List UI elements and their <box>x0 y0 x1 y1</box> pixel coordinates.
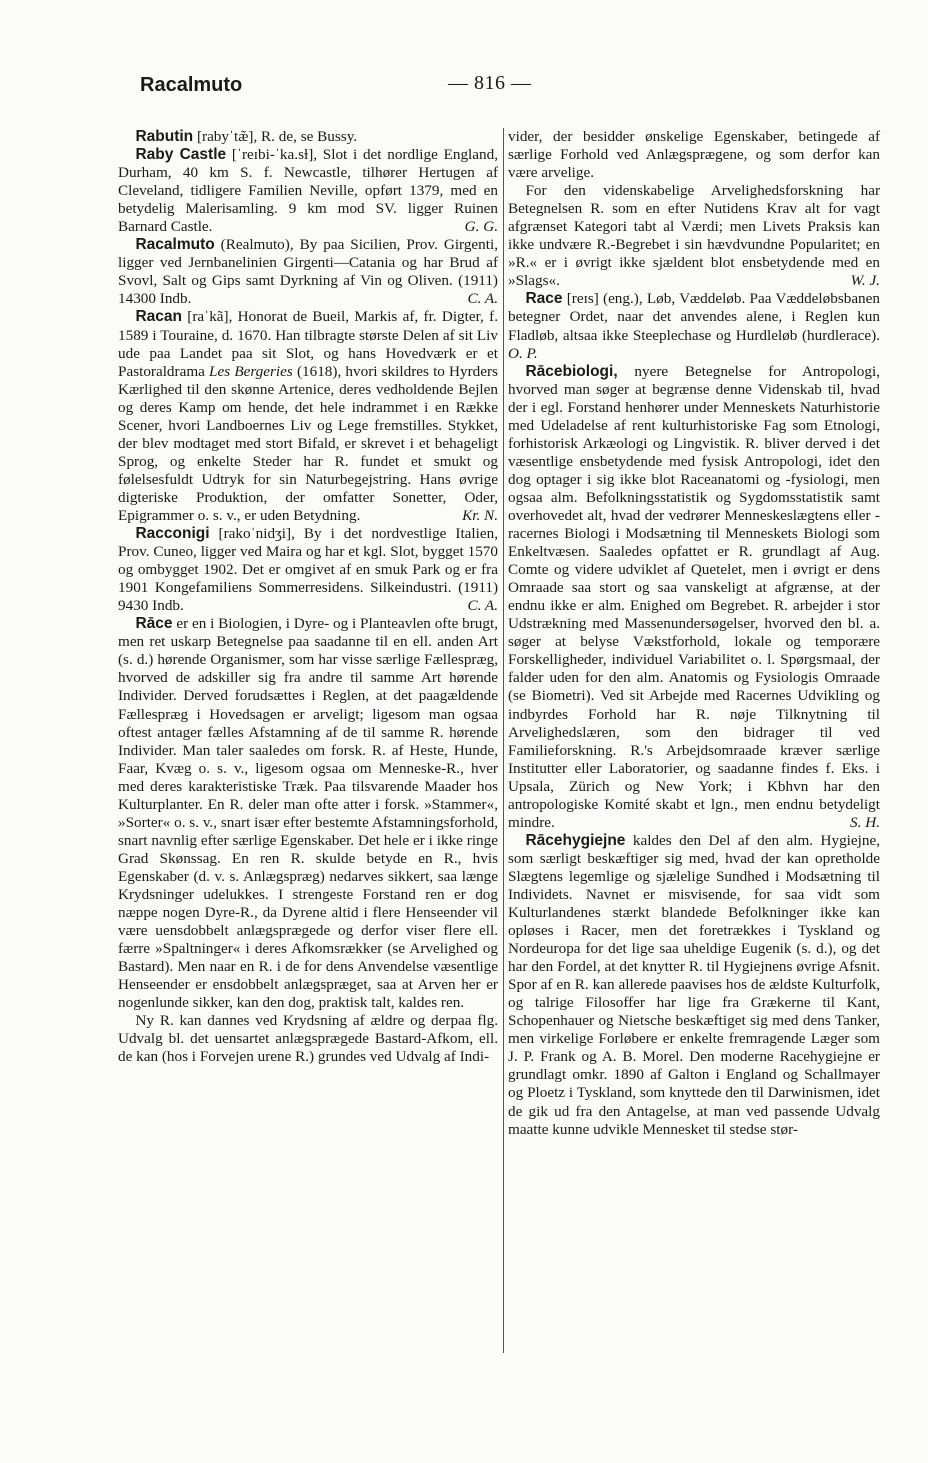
entry-race-paragraph <box>508 182 880 290</box>
work-title: Les Bergeries <box>209 362 293 380</box>
entry-text: [rabyˈtæ̃], R. de, se Bussy. <box>193 128 358 145</box>
entry-headword: Racconigi <box>135 525 210 543</box>
entry-headword: Race <box>525 290 563 308</box>
entry-racalmuto <box>118 236 498 308</box>
entry-headword: Rācebiologi, <box>525 362 618 380</box>
entry-raby-castle <box>118 146 498 236</box>
entry-racconigi <box>118 525 498 615</box>
author-signature: C. A. <box>467 290 498 308</box>
entry-text-continued: (1618), hvori skildres to Hyrders Kærlighed til den skønne Artenice, deres vedholdende Bejlen og deres Kamp om hende, det hele indrammet i en Række Scener, hvori Landboernes Liv og Lege fremstilles. Stykket, der blev modtaget med stort Bifald, er skrevet i et behageligt Sprog, og enkelte Steder har R. fundet et smukt og følelsesfuldt Udtryk for sin Naturbegejstring. Hans øvrige digteriske Produktion, der omfatter Sonetter, Oder, Epigrammer o. s. v., er uden Betydning. <box>118 362 498 524</box>
author-signature: W. J. <box>850 272 880 290</box>
entry-text: For den videnskabelige Arvelighedsforskning har Betegnelsen R. som en efter Nutidens Krav alt for vagt afgrænset Kategori tabt al Værdi; men Livets Praksis kan ikke undvære R.-Begrebet i sin hævdvundne Popularitet; en »R.« er i øvrigt ikke sjældent blot ensbetydende med en »Slags«. <box>508 182 880 290</box>
entry-race-english <box>508 290 880 362</box>
author-signature: O. P. <box>508 344 538 362</box>
page-number: — 816 — <box>448 72 532 94</box>
running-head: Racalmuto <box>140 74 243 96</box>
entry-racebiologi <box>508 363 880 832</box>
entry-text: er en i Biologien, i Dyre- og i Planteavlen ofte brugt, men ret uskarp Betegnelse paa saadanne til en ell. anden Art (s. d.) hørende Organismer, som har visse særlige Fællespræg, hvorved de adskiller sig fra andre til samme Art hørende Individer. Derved forudsættes i Reglen, at det paagældende Fællespræg i Hovedsagen er arveligt; ligesom man ogsaa oftest antager fælles Afstamning af de til samme R. hørende Individer. Man taler saaledes om forsk. R. af Heste, Hunde, Faar, Kvæg o. s. v., ligesom ogsaa om Menneske-R., hver med deres karakteristiske Træk. Paa tilsvarende Maader hos Kulturplanter. En R. deler man ofte atter i forsk. »Stammer«, »Sorter« o. s. v., snart især efter bestemte Afstamningsforhold, snart navnlig efter særlige Egenskaber. Det hele er i ikke ringe Grad Skønssag. En ren R. skulde betyde en R., hvis Egenskaber (d. v. s. Anlægspræg) nedarves sikkert, saa længe Krydsninger udelukkes. I strengeste Forstand ren er dog næppe nogen Dyre-R., da Dyrene altid i flere Henseender vil være uensdobbelt anlægsprægede og derfor viser flere ell. færre »Spaltninger« i deres Afkomsrækker (se Arvelighed og Bastard). Men naar en R. i de for dens Anvendelse væsentlige Henseender er ensdobbelt anlægspræget, saa at Arven her er nogenlunde sikker, kan den dog, praktisk talt, kaldes ren. <box>118 615 498 1012</box>
entry-headword: Rācehygiejne <box>525 831 626 849</box>
left-column <box>118 128 498 1066</box>
entry-racan <box>118 308 498 525</box>
entry-headword: Racan <box>135 308 182 326</box>
right-column <box>508 128 880 1139</box>
author-signature: Kr. N. <box>462 506 498 524</box>
entry-text: [ˈreɪbi-ˈka.sɫ], Slot i det nordlige England, Durham, 40 km S. f. Newcastle, tilhører Hertugen af Cleveland, tidligere Familien Neville, opført 1379, med en betydelig Malerisamling. 9 km mod SV. ligger Ruinen Barnard Castle. <box>118 146 498 236</box>
entry-racehygiejne <box>508 832 880 1139</box>
entry-headword: Raby Castle <box>135 146 227 164</box>
entry-text: (Realmuto), By paa Sicilien, Prov. Girgenti, ligger ved Jernbanelinien Girgenti—Catania og har Brud af Svovl, Salt og Gips samt Dyrkning af Vin og Oliven. (1911) 14300 Indb. <box>118 236 498 308</box>
entry-race-paragraph <box>118 1012 498 1066</box>
author-signature: C. A. <box>467 597 498 615</box>
entry-text: kaldes den Del af den alm. Hygiejne, som særligt beskæftiger sig med, hvad der kan opretholde Slægtens legemlige og sjælelige Sundhed i Modsætning til Individets. Navnet er misvisende, for saa vidt som Kulturlandenes stærkt blandede Befolkninger ikke kan opløses i Racer, men det foretrækkes i Tyskland og Nordeuropa for det lige saa uheldige Eugenik (s. d.), og det har den Fordel, at det knytter R. til Hygiejnens øvrige Afsnit. Spor af en R. kan allerede paavises hos de ældste Kulturfolk, og talrige Filosoffer har lige fra Grækerne til Kant, Schopenhauer og Nietsche beskæftiget sig med dens Tanker, men virkelige Forløbere er enkelte fremragende Læger som J. P. Frank og A. B. Morel. Den moderne Racehygiejne er grundlagt omkr. 1890 af Galton i England og Schallmayer og Ploetz i Tyskland, som knyttede den til Darwinismen, idet de gik ud fra den Antagelse, at man ved passende Udvalg maatte kunne udvikle Mennesket til stedse stør- <box>508 831 880 1138</box>
entry-text: nyere Betegnelse for Antropologi, hvorved man søger at begrænse denne Videnskab til, hvad der i egl. Forstand henhører under Menneskets Naturhistorie med Udeladelse af rent kulturhistoriske Fag som Etnologi, forhistorisk Arkæologi og Lingvistik. R. bliver derved i det væsentlige ensbetydende med fysisk Antropologi, idet den dog optager i sig ikke blot Raceanatomi og -fysiologi, men ogsaa alm. Befolkningsstatistik og Sygdomsstatistik samt overhovedet alt, hvad der vedrører Menneskeslægtens eller -racernes Biologi i Modsætning til Menneskets Biologi som Enkeltvæsen. Saaledes opfattet er R. grundlagt af Aug. Comte og videre udviklet af Quetelet, men i øvrigt er dens Omraade saa stort og saa vanskeligt at afgrænse, at der endnu ikke er alm. Enighed om Begrebet. R. arbejder i stor Udstrækning med Massenundersøgelser, hvorved den bl. a. søger at belyse Vækstforhold, lokale og temporære Forskelligheder, individuel Variabilitet o. l. Spørgsmaal, der falder uden for den alm. Anatomis og Fysiologis Omraade (se Biometri). Ved sit Arbejde med Racernes Udvikling og indbyrdes Forhold har R. nøje Tilknytning til Arvelighedslæren, som den bidrager til ved Familieforskning. R.'s Arbejdsomraade kræver særlige Institutter eller Laboratorier, og saadanne findes f. Eks. i Upsala, Zürich og New York; i Kbhvn har den antropologiske Komité skabt et lgn., men endnu betydeligt mindre. <box>508 362 880 831</box>
entry-headword: Racalmuto <box>135 236 215 254</box>
author-signature: S. H. <box>850 813 880 831</box>
author-signature: G. G. <box>464 218 498 236</box>
entry-text: vider, der besidder ønskelige Egenskaber, betingede af særlige Forhold ved Anlægsprægene, og som derfor kan være arvelige. <box>508 128 880 182</box>
entry-race <box>118 615 498 1012</box>
entry-text: [rakoˈnidʒi], By i det nordvestlige Italien, Prov. Cuneo, ligger ved Maira og har et kgl. Slot, bygget 1570 og ombygget 1902. Det er omgivet af en smuk Park og er fra 1901 Kongefamiliens Sommerresidens. Silkeindustri. (1911) 9430 Indb. <box>118 525 498 615</box>
entry-text: Ny R. kan dannes ved Krydsning af ældre og derpaa flg. Udvalg bl. det uensartet anlægsprægede Bastard-Afkom, ell. de kan (hos i Forvejen urene R.) grundes ved Udvalg af Indi- <box>118 1012 498 1066</box>
entry-race-continued <box>508 128 880 182</box>
entry-text: [reɪs] (eng.), Løb, Væddeløb. Paa Væddeløbsbanen betegner Ordet, naar det anvendes alene, i Reglen kun Fladløb, altsaa ikke Steeplechase og Hurdleløb (hurdlerace). <box>508 290 880 344</box>
entry-headword: Rabutin <box>135 128 194 145</box>
entry-rabutin <box>118 128 498 146</box>
column-divider <box>503 128 504 1353</box>
entry-text: [raˈkã], Honorat de Bueil, Markis af, fr. Digter, f. 1589 i Touraine, d. 1670. Han tilbragte største Delen af sit Liv ude paa Landet paa sit Slot, og hans Hovedværk er et Pastoraldrama <box>118 308 498 380</box>
entry-headword: Rāce <box>135 615 173 633</box>
